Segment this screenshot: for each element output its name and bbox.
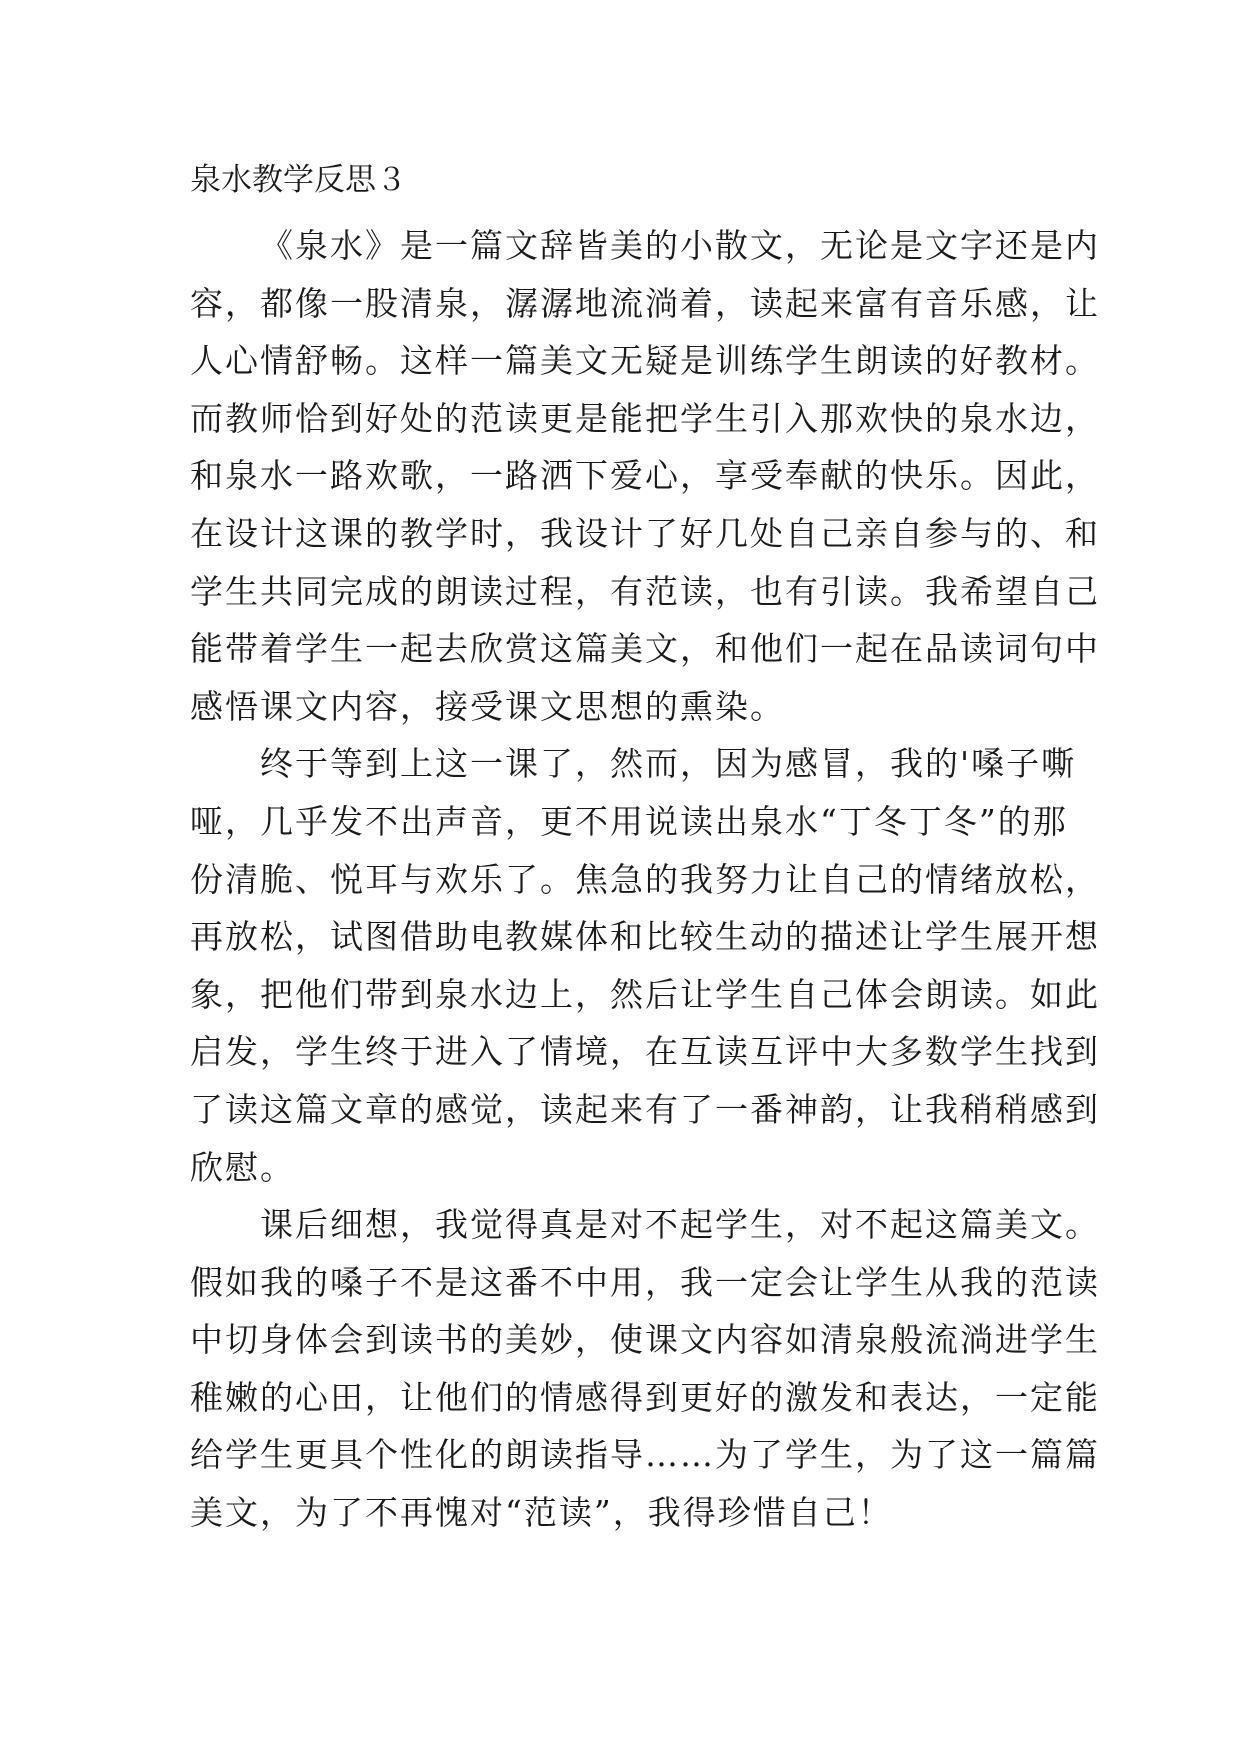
paragraph-line: 给学生更具个性化的朗读指导……为了学生，为了这一篇篇 [190,1435,1100,1475]
paragraph-line: 学生共同完成的朗读过程，有范读，也有引读。我希望自己 [190,571,1100,611]
paragraph-line: 美文，为了不再愧对“范读”，我得珍惜自己！ [190,1493,893,1533]
paragraph-line: 稚嫩的心田，让他们的情感得到更好的激发和表达，一定能 [190,1377,1100,1417]
paragraph-line: 容，都像一股清泉，潺潺地流淌着，读起来富有音乐感，让 [190,283,1100,323]
paragraph-line: 终于等到上这一课了，然而，因为感冒，我的'嗓子嘶 [260,744,1077,784]
paragraph-line: 欣慰。 [190,1147,295,1187]
paragraph-line: 而教师恰到好处的范读更是能把学生引入那欢快的泉水边， [190,398,1100,438]
paragraph-line: 了读这篇文章的感觉，读起来有了一番神韵，让我稍稍感到 [190,1089,1100,1129]
paragraph-line: 启发，学生终于进入了情境，在互读互评中大多数学生找到 [190,1032,1100,1072]
paragraph-1 [190,217,1100,735]
document-title: 泉水教学反思３ [190,162,407,198]
paragraph-line: 象，把他们带到泉水边上，然后让学生自己体会朗读。如此 [190,974,1100,1014]
paragraph-2 [190,735,1100,1196]
paragraph-line: 课后细想，我觉得真是对不起学生，对不起这篇美文。 [260,1205,1100,1245]
paragraph-line: 中切身体会到读书的美妙，使课文内容如清泉般流淌进学生 [190,1320,1100,1360]
paragraph-line: 和泉水一路欢歌，一路洒下爱心，享受奉献的快乐。因此， [190,456,1100,496]
paragraph-line: 哑，几乎发不出声音，更不用说读出泉水“丁冬丁冬”的那 [190,801,1068,841]
paragraph-3 [190,1196,1100,1542]
document-page [190,160,1100,1542]
paragraph-line: 再放松，试图借助电教媒体和比较生动的描述让学生展开想 [190,917,1100,957]
paragraph-line: 感悟课文内容，接受课文思想的熏染。 [190,686,785,726]
paragraph-line: 人心情舒畅。这样一篇美文无疑是训练学生朗读的好教材。 [190,341,1100,381]
paragraph-line: 假如我的嗓子不是这番不中用，我一定会让学生从我的范读 [190,1262,1100,1302]
paragraph-line: 《泉水》是一篇文辞皆美的小散文，无论是文字还是内 [260,226,1100,265]
paragraph-line: 在设计这课的教学时，我设计了好几处自己亲自参与的、和 [190,513,1100,553]
paragraph-line: 份清脆、悦耳与欢乐了。焦急的我努力让自己的情绪放松， [190,859,1100,899]
paragraph-line: 能带着学生一起去欣赏这篇美文，和他们一起在品读词句中 [190,629,1100,669]
